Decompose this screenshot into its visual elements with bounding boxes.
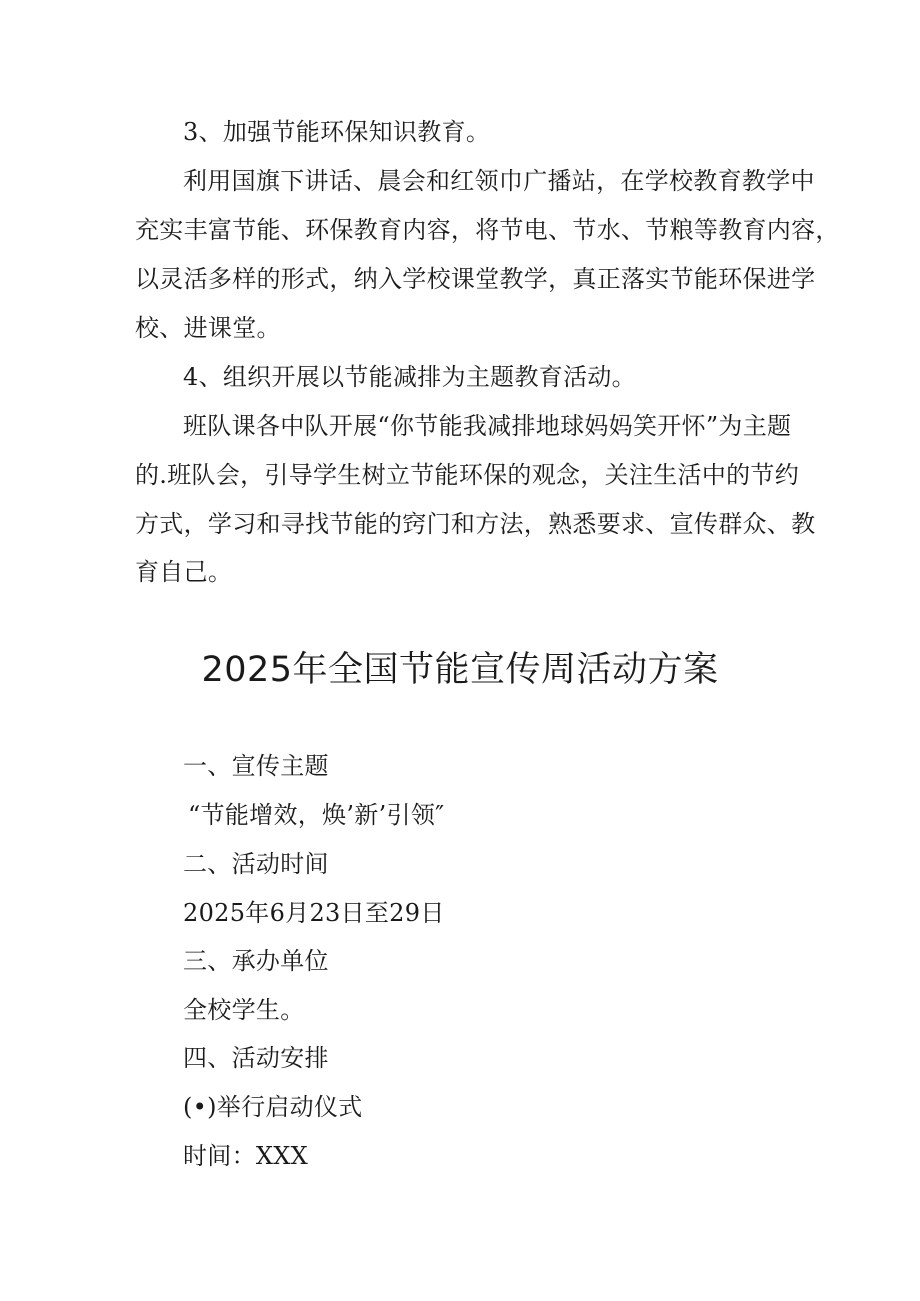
plan-organizer-value: 全校学生。 bbox=[183, 996, 305, 1024]
plan-arrangement-time: 时间：XXX bbox=[183, 1142, 309, 1170]
item4-heading: 4、组织开展以节能减排为主题教育活动。 bbox=[183, 363, 636, 391]
plan-heading-time: 二、活动时间 bbox=[183, 850, 329, 878]
item4-body-line-2: 的.班队会，引导学生树立节能环保的观念，关注生活中的节约 bbox=[135, 461, 800, 489]
item3-body-line-1: 利用国旗下讲话、晨会和红领巾广播站，在学校教育教学中 bbox=[183, 167, 815, 195]
item3-heading: 3、加强节能环保知识教育。 bbox=[183, 118, 491, 146]
plan-heading-organizer: 三、承办单位 bbox=[183, 947, 329, 975]
plan-heading-arrangement: 四、活动安排 bbox=[183, 1044, 329, 1072]
plan-theme-slogan: “节能增效，焕’新’引领″ bbox=[188, 801, 445, 829]
plan-time-value: 2025年6月23日至29日 bbox=[183, 899, 445, 927]
plan-title: 2025年全国节能宣传周活动方案 bbox=[201, 650, 719, 690]
item4-body-line-3: 方式，学习和寻找节能的窍门和方法，熟悉要求、宣传群众、教 bbox=[135, 510, 816, 538]
plan-arrangement-item-1: (•)举行启动仪式 bbox=[183, 1093, 363, 1121]
item3-body-line-4: 校、进课堂。 bbox=[135, 314, 281, 342]
item4-body-line-4: 育自己。 bbox=[135, 558, 233, 586]
item3-body-line-2: 充实丰富节能、环保教育内容，将节电、节水、节粮等教育内容， bbox=[135, 216, 840, 244]
item3-body-line-3: 以灵活多样的形式，纳入学校课堂教学，真正落实节能环保进学 bbox=[135, 265, 816, 293]
item4-body-line-1: 班队课各中队开展“你节能我减排地球妈妈笑开怀”为主题 bbox=[183, 412, 792, 440]
plan-heading-theme: 一、宣传主题 bbox=[183, 752, 329, 780]
